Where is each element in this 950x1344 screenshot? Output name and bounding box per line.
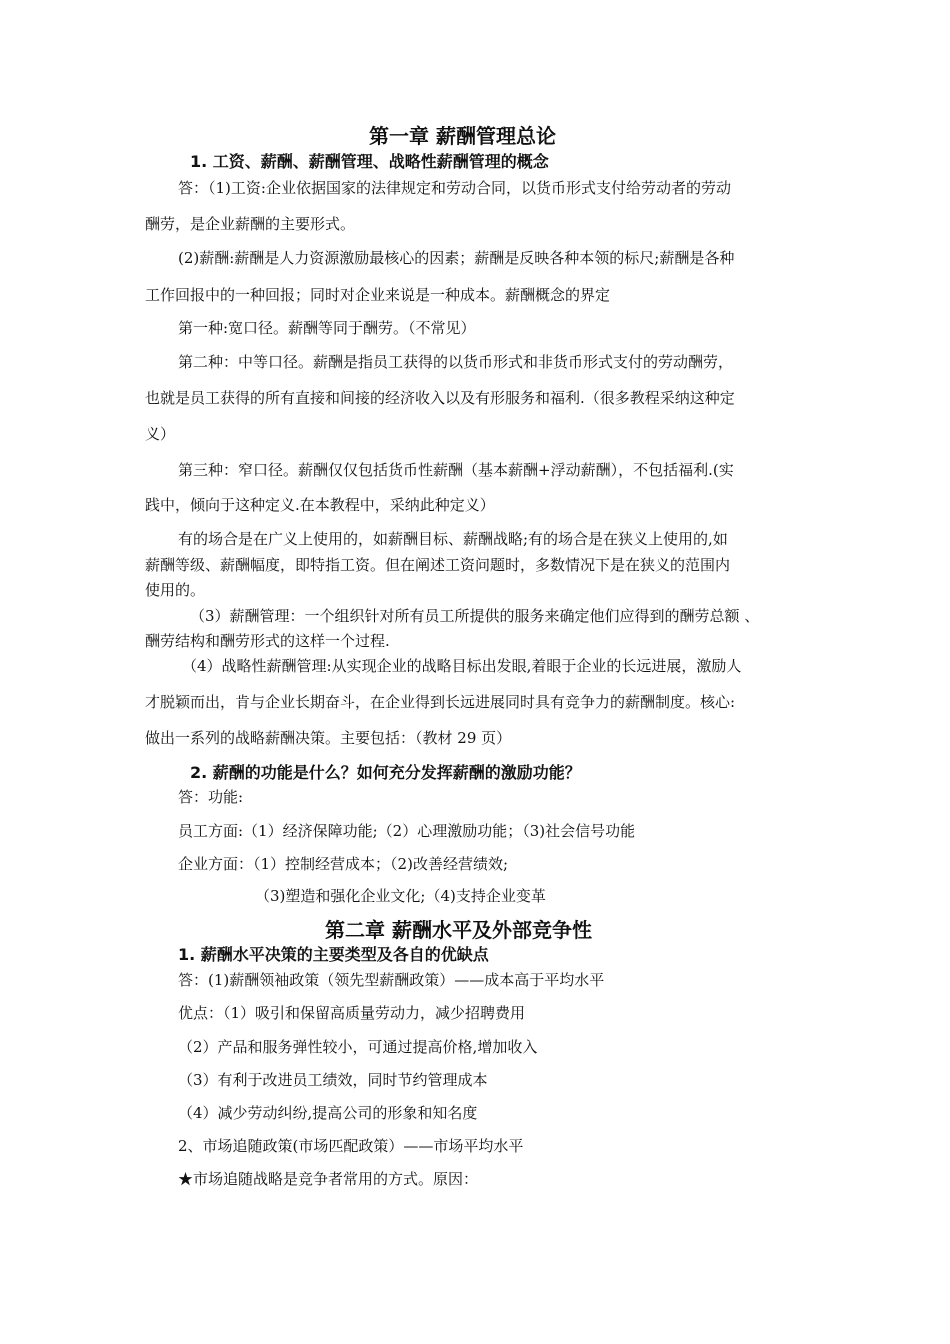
paragraph-line: 有的场合是在广义上使用的，如薪酬目标、薪酬战略;有的场合是在狭义上使用的,如 (178, 530, 728, 548)
paragraph-line: （4）战略性薪酬管理:从实现企业的战略目标出发眼,着眼于企业的长远进展，激励人 (182, 657, 742, 675)
paragraph-line: （2）产品和服务弹性较小，可通过提高价格,增加收入 (178, 1038, 538, 1056)
paragraph-line: 第三种：窄口径。薪酬仅仅包括货币性薪酬（基本薪酬+浮动薪酬），不包括福利.(实 (178, 461, 734, 479)
paragraph-line: 使用的。 (145, 581, 206, 599)
paragraph-line: （3）薪酬管理：一个组织针对所有员工所提供的服务来确定他们应得到的酬劳总额 、 (190, 607, 760, 625)
paragraph-line: 践中，倾向于这种定义.在本教程中，采纳此种定义） (145, 496, 495, 514)
paragraph-line: 酬劳，是企业薪酬的主要形式。 (145, 215, 356, 233)
paragraph-line: ★市场追随战略是竞争者常用的方式。原因： (178, 1170, 479, 1188)
paragraph-line: 才脱颖而出，肯与企业长期奋斗，在企业得到长远进展同时具有竞争力的薪酬制度。核心: (145, 693, 736, 711)
paragraph-line: 员工方面:（1）经济保障功能;（2）心理激励功能；（3)社会信号功能 (178, 822, 636, 840)
paragraph-line: 也就是员工获得的所有直接和间接的经济收入以及有形服务和福利.（很多教程采纳这种定 (145, 389, 735, 407)
paragraph-line: 答：(1)薪酬领袖政策（领先型薪酬政策）——成本高于平均水平 (178, 971, 605, 989)
paragraph-line: 2、市场追随政策(市场匹配政策）——市场平均水平 (178, 1137, 524, 1155)
paragraph-line: (2)薪酬:薪酬是人力资源激励最核心的因素；薪酬是反映各种本领的标尺;薪酬是各种 (178, 249, 735, 267)
paragraph-line: 工作回报中的一种回报；同时对企业来说是一种成本。薪酬概念的界定 (145, 286, 611, 304)
paragraph-line: 酬劳结构和酬劳形式的这样一个过程. (145, 632, 390, 650)
paragraph-line: 答：功能: (178, 788, 244, 806)
paragraph-line: （4）减少劳动纠纷,提高公司的形象和知名度 (178, 1104, 478, 1122)
paragraph-line: 第一种:宽口径。薪酬等同于酬劳。（不常见） (178, 319, 476, 337)
chapter-1-title: 第一章 薪酬管理总论 (369, 124, 556, 148)
paragraph-line: （3)塑造和强化企业文化;（4)支持企业变革 (255, 887, 546, 905)
chapter-2-question-1-heading: 1. 薪酬水平决策的主要类型及各自的优缺点 (178, 945, 489, 964)
paragraph-line: 做出一系列的战略薪酬决策。主要包括：（教材 29 页） (145, 729, 512, 747)
paragraph-line: （3）有利于改进员工绩效，同时节约管理成本 (178, 1071, 488, 1089)
chapter-1-question-2-heading: 2. 薪酬的功能是什么？如何充分发挥薪酬的激励功能？ (190, 763, 581, 782)
chapter-2-title: 第二章 薪酬水平及外部竞争性 (325, 918, 592, 942)
paragraph-line: 企业方面：（1）控制经营成本；（2)改善经营绩效; (178, 855, 508, 873)
paragraph-line: 答：（1)工资:企业依据国家的法律规定和劳动合同，以货币形式支付给劳动者的劳动 (178, 179, 731, 197)
paragraph-line: 第二种：中等口径。薪酬是指员工获得的以货币形式和非货币形式支付的劳动酬劳， (178, 353, 734, 371)
paragraph-line: 薪酬等级、薪酬幅度，即特指工资。但在阐述工资问题时，多数情况下是在狭义的范围内 (145, 556, 731, 574)
paragraph-line: 优点：（1）吸引和保留高质量劳动力，减少招聘费用 (178, 1004, 526, 1022)
paragraph-line: 义） (145, 425, 176, 443)
chapter-1-question-1-heading: 1. 工资、薪酬、薪酬管理、战略性薪酬管理的概念 (190, 152, 549, 171)
